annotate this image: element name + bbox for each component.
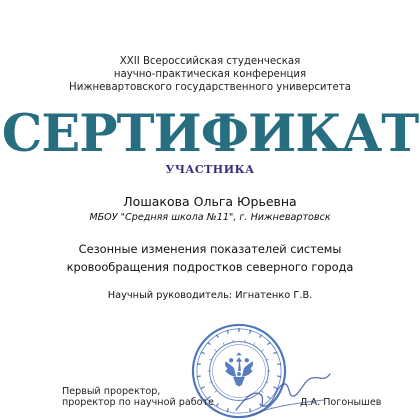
participant-name: Лошакова Ольга Юрьевна bbox=[123, 194, 297, 209]
signer-position-line-2: проректор по научной работе bbox=[62, 397, 214, 408]
certificate-subtitle: УЧАСТНИКА bbox=[165, 163, 255, 176]
signer-name: Д.А. Погонышев bbox=[300, 397, 382, 408]
signer-position bbox=[62, 386, 214, 408]
topic-line-2: кровообращения подростков северного города bbox=[66, 260, 354, 274]
conference-line-2: научно-практическая конференция bbox=[113, 69, 307, 80]
certificate-title: СЕРТИФИКАТ bbox=[1, 104, 419, 164]
conference-heading bbox=[0, 55, 420, 94]
report-topic bbox=[0, 240, 420, 276]
signer-position-line-1: Первый проректор, bbox=[62, 386, 161, 397]
conference-line-1: XXII Всероссийская студенческая bbox=[119, 56, 301, 67]
participant-school: МБОУ "Средняя школа №11", г. Нижневартовск bbox=[89, 212, 331, 223]
scientific-advisor: Научный руководитель: Игнатенко Г.В. bbox=[107, 290, 313, 301]
conference-line-3: Нижневартовского государственного университета bbox=[69, 82, 351, 93]
topic-line-1: Сезонные изменения показателей системы bbox=[78, 242, 342, 256]
handwritten-signature-icon bbox=[228, 360, 338, 420]
